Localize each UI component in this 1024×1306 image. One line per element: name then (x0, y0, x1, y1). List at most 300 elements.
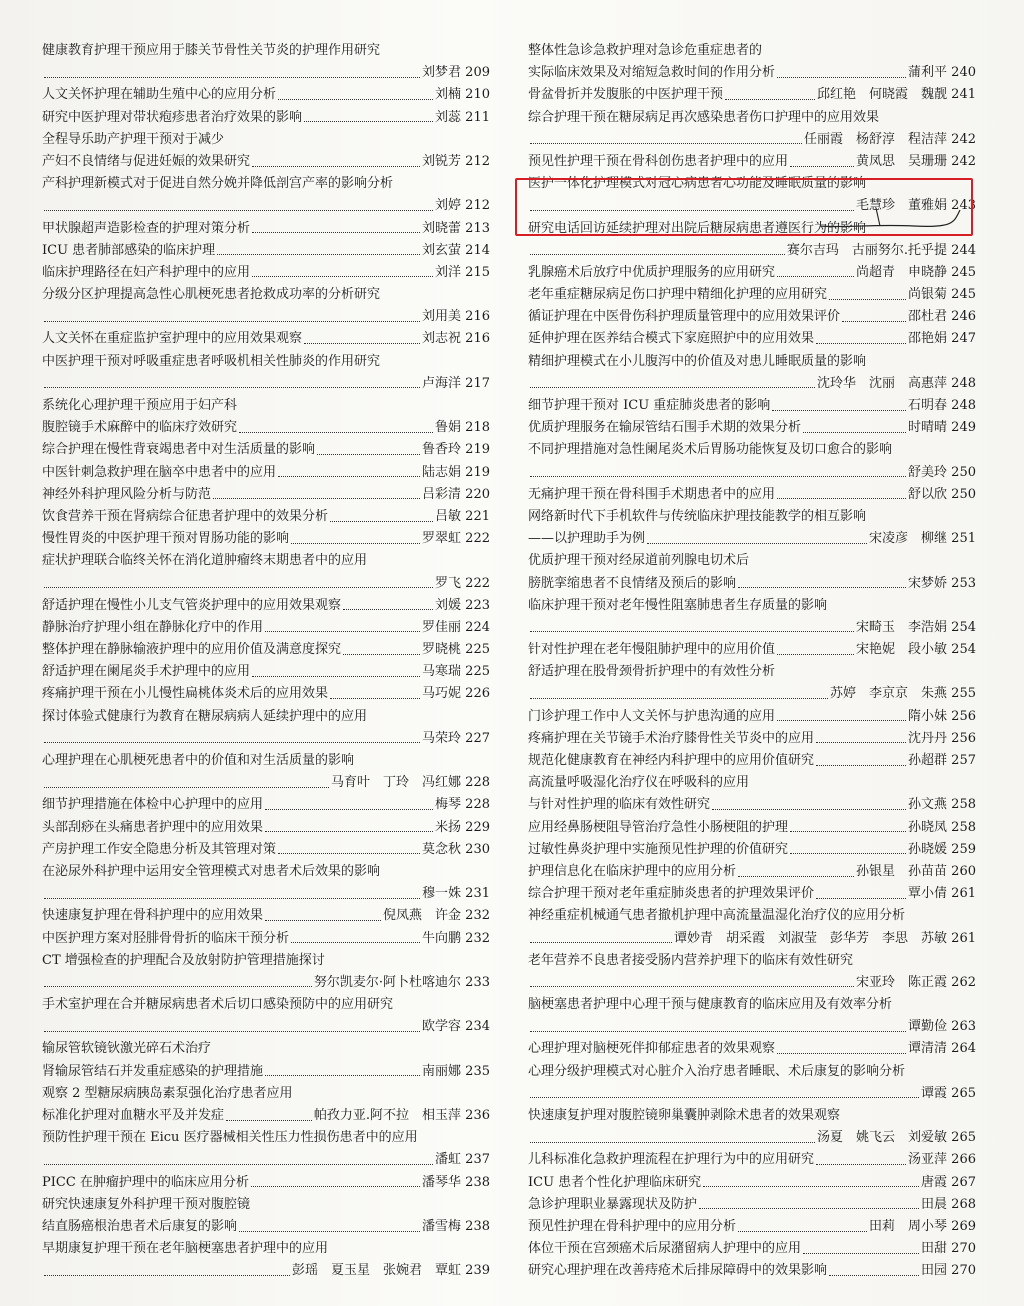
toc-entry-author-page: 赛尔吉玛 古丽努尔.托乎提 244 (786, 242, 976, 258)
toc-entry-author-page: 刘梦君 209 (422, 65, 490, 81)
dot-leader (265, 809, 433, 810)
dot-leader (829, 1275, 919, 1276)
dot-leader (530, 1097, 919, 1098)
dot-leader (343, 654, 420, 655)
toc-entry-line (528, 395, 976, 417)
dot-leader (803, 432, 906, 433)
toc-entry-title: 健康教育护理干预应用于膝关节骨性关节炎的护理作用研究 (42, 43, 381, 58)
toc-entry-line (42, 1149, 490, 1171)
toc-entry-line (42, 1105, 490, 1127)
dot-leader (790, 166, 854, 167)
dot-leader (790, 853, 906, 854)
dot-leader (777, 1053, 906, 1054)
toc-entry-line (528, 1127, 976, 1149)
toc-entry-line (528, 928, 976, 950)
dot-leader (44, 1164, 433, 1165)
toc-entry-line (528, 1260, 976, 1282)
toc-entry-line (528, 617, 976, 639)
toc-entry-line (528, 1061, 976, 1083)
toc-entry-author-page: 唐霞 267 (921, 1174, 976, 1190)
toc-entry-line (42, 1083, 490, 1105)
toc-entry-author-page: 罗飞 222 (435, 575, 490, 591)
toc-entry-title: 研究电话回访延续护理对出院后糖尿病患者遵医行为的影响 (528, 220, 867, 236)
dot-leader (816, 343, 906, 344)
dot-leader (777, 276, 854, 277)
dot-leader (44, 321, 420, 322)
toc-entry-author-page: 尚超青 申晓静 245 (856, 264, 976, 280)
toc-entry-author-page: 莫念秋 230 (422, 841, 490, 857)
dot-leader (213, 498, 420, 499)
dot-leader (252, 232, 420, 233)
dot-leader (772, 410, 906, 411)
dot-leader (317, 454, 420, 455)
dot-leader (44, 986, 312, 987)
toc-entry-title: 结直肠癌根治患者术后康复的影响 (42, 1218, 238, 1234)
toc-entry-title: 儿科标准化急救护理流程在护理行为中的应用研究 (528, 1152, 815, 1168)
toc-entry-line (528, 772, 976, 794)
toc-entry-author-page: 隋小妹 256 (908, 708, 976, 724)
dot-leader (530, 254, 785, 255)
toc-entry-author-page: 罗晓桃 225 (422, 642, 490, 658)
toc-entry-title: 腹腔镜手术麻醉中的临床疗效研究 (42, 420, 238, 436)
toc-entry-title: 早期康复护理干预在老年脑梗塞患者护理中的应用 (42, 1241, 329, 1257)
dot-leader (703, 1186, 919, 1187)
toc-entry-line (528, 129, 976, 151)
toc-entry-line (528, 861, 976, 883)
toc-entry-title: 舒适护理在阑尾炎手术护理中的应用 (42, 664, 251, 680)
toc-entry-author-page: 尚银菊 245 (908, 287, 976, 303)
toc-entry-title: 乳腺癌术后放疗中优质护理服务的应用研究 (528, 264, 776, 280)
dot-leader (291, 942, 420, 943)
dot-leader (265, 631, 420, 632)
toc-entry-line (42, 994, 490, 1016)
toc-entry-author-page: 谭清清 264 (908, 1041, 976, 1057)
toc-entry-title: 甲状腺超声造影检查的护理对策分析 (42, 220, 251, 236)
dot-leader (265, 831, 433, 832)
toc-entry-line (528, 750, 976, 772)
toc-entry-line (42, 1238, 490, 1260)
toc-entry-line (528, 573, 976, 595)
toc-entry-author-page: 牛向鹏 232 (422, 930, 490, 946)
dot-leader (44, 898, 420, 899)
toc-entry-title: 头部刮痧在头痛患者护理中的应用效果 (42, 819, 264, 835)
toc-entry-author-page: 石明春 248 (908, 398, 976, 413)
toc-entry-line (528, 683, 976, 705)
toc-entry-author-page: 马巧妮 226 (422, 686, 490, 702)
toc-entry-line (42, 928, 490, 950)
toc-entry-line (42, 839, 490, 861)
dot-leader (647, 543, 867, 544)
toc-entry-title: 预见性护理在骨科护理中的应用分析 (528, 1218, 737, 1234)
dot-leader (44, 587, 433, 588)
dot-leader (530, 387, 815, 388)
dot-leader (265, 920, 381, 921)
toc-entry-title: 系统化心理护理干预应用于妇产科 (42, 398, 238, 413)
dot-leader (304, 343, 420, 344)
toc-entry-author-page: 刘婷 212 (435, 198, 490, 214)
toc-entry-title: 护理信息化在临床护理中的应用分析 (528, 863, 737, 879)
toc-entry-title: 中医护理干预对呼吸重症患者呼吸机相关性肺炎的作用研究 (42, 353, 381, 369)
toc-entry-title: 优质护理服务在输尿管结石围手术期的效果分析 (528, 420, 802, 436)
toc-entry-line (42, 62, 490, 84)
toc-entry-title: 规范化健康教育在神经内科护理中的应用价值研究 (528, 753, 815, 768)
toc-entry-title: 分级分区护理提高急性心肌梗死患者抢救成功率的分析研究 (42, 287, 381, 303)
toc-entry-author-page: 覃小倩 261 (908, 886, 976, 902)
toc-entry-title: ICU 患者肺部感染的临床护理 (42, 242, 216, 258)
dot-leader (530, 942, 672, 943)
toc-entry-line (528, 706, 976, 728)
toc-entry-author-page: 倪凤燕 许金 232 (383, 908, 490, 924)
toc-entry-line (528, 639, 976, 661)
toc-entry-line (528, 1038, 976, 1060)
toc-entry-title: 无痛护理干预在骨科围手术期患者中的应用 (528, 486, 776, 502)
toc-entry-title: 饮食营养干预在肾病综合征患者护理中的效果分析 (42, 508, 329, 524)
toc-entry-author-page: 马育叶 丁玲 冯红娜 228 (331, 775, 490, 791)
toc-entry-author-page: 米扬 229 (435, 819, 490, 835)
dot-leader (738, 587, 906, 588)
toc-entry-title: 神经重症机械通气患者撤机护理中高流量温湿化治疗仪的应用分析 (528, 908, 906, 924)
toc-entry-author-page: 孙晓凤 258 (908, 819, 976, 835)
toc-entry-line (42, 595, 490, 617)
toc-entry-author-page: 刘媛 223 (435, 597, 490, 613)
toc-entry-line (528, 40, 976, 62)
toc-entry-title: 慢性胃炎的中医护理干预对胃肠功能的影响 (42, 531, 290, 547)
toc-entry-title: 精细护理模式在小儿腹泻中的价值及对患儿睡眠质量的影响 (528, 353, 867, 369)
toc-entry-line (528, 1194, 976, 1216)
dot-leader (44, 1275, 290, 1276)
toc-entry-line (42, 550, 490, 572)
toc-entry-title: 实际临床效果及对缩短急救时间的作用分析 (528, 65, 776, 81)
toc-entry-title: 综合护理干预在糖尿病足再次感染患者伤口护理中的应用效果 (528, 109, 880, 125)
toc-entry-author-page: 舒美玲 250 (908, 464, 976, 480)
toc-entry-title: 不同护理措施对急性阑尾炎术后胃肠功能恢复及切口愈合的影响 (528, 442, 893, 458)
toc-entry-author-page: 宋亚玲 陈正霞 262 (856, 974, 976, 990)
dot-leader (44, 387, 420, 388)
toc-entry-line (528, 439, 976, 461)
toc-entry-title: 延伸护理在医养结合模式下家庭照护中的应用效果 (528, 331, 815, 347)
toc-entry-author-page: 卢海洋 217 (422, 375, 490, 391)
toc-entry-line (42, 1260, 490, 1282)
toc-entry-title: PICC 在肿瘤护理中的临床应用分析 (42, 1174, 249, 1190)
toc-entry-title: 研究快速康复外科护理干预对腹腔镜 (42, 1196, 251, 1212)
dot-leader (530, 1031, 906, 1032)
toc-entry-author-page: 南丽娜 235 (422, 1063, 490, 1079)
dot-leader (265, 1075, 420, 1076)
toc-entry-author-page: 邵杜君 246 (908, 309, 976, 325)
toc-entry-line (42, 195, 490, 217)
toc-entry-line (42, 240, 490, 262)
toc-entry-line (42, 484, 490, 506)
toc-entry-title: 整体护理在静脉输液护理中的应用价值及满意度探究 (42, 642, 342, 658)
dot-leader (44, 742, 420, 743)
toc-entry-line (42, 617, 490, 639)
toc-entry-line (42, 284, 490, 306)
toc-entry-line (528, 462, 976, 484)
dot-leader (44, 77, 420, 78)
toc-entry-line (528, 1083, 976, 1105)
toc-entry-author-page: 欧学容 234 (422, 1019, 490, 1035)
toc-entry-line (528, 151, 976, 173)
toc-entry-author-page: 田莉 周小琴 269 (869, 1218, 976, 1234)
dot-leader (816, 1164, 906, 1165)
toc-entry-title: 综合护理在慢性背衰竭患者中对生活质量的影响 (42, 442, 316, 458)
toc-entry-title: 老年重症糖尿病足伤口护理中精细化护理的应用研究 (528, 287, 828, 303)
dot-leader (252, 676, 420, 677)
toc-entry-title: 探讨体验式健康行为教育在糖尿病病人延续护理中的应用 (42, 708, 368, 724)
toc-entry-author-page: 刘锐芳 212 (422, 153, 490, 169)
toc-entry-line (42, 1216, 490, 1238)
toc-entry-line (528, 1238, 976, 1260)
toc-entry-title: 心理护理在心肌梗死患者中的价值和对生活质量的影响 (42, 753, 355, 768)
toc-entry-line (528, 417, 976, 439)
toc-entry-author-page: 宋梦娇 253 (908, 575, 976, 591)
dot-leader (252, 166, 420, 167)
toc-entry-line (42, 817, 490, 839)
toc-entry-author-page: 刘用美 216 (422, 309, 490, 325)
toc-entry-line (42, 151, 490, 173)
toc-entry-title: 急诊护理职业暴露现状及防护 (528, 1196, 698, 1212)
toc-entry-author-page: 蒲利平 240 (908, 65, 976, 81)
dot-leader (842, 321, 906, 322)
toc-entry-author-page: 时晴晴 249 (908, 420, 976, 436)
dot-leader (278, 99, 433, 100)
toc-entry-author-page: 鲁香玲 219 (422, 442, 490, 458)
toc-entry-title: 高流量呼吸湿化治疗仪在呼吸科的应用 (528, 775, 750, 791)
toc-entry-line (528, 950, 976, 972)
toc-entry-title: 网络新时代下手机软件与传统临床护理技能教学的相互影响 (528, 508, 867, 524)
toc-entry-author-page: 穆一姝 231 (422, 886, 490, 902)
toc-entry-line (528, 1216, 976, 1238)
dot-leader (343, 609, 433, 610)
toc-entry-title: 在泌尿外科护理中运用安全管理模式对患者术后效果的影响 (42, 863, 381, 879)
toc-entry-line (528, 84, 976, 106)
toc-entry-line (42, 1127, 490, 1149)
toc-entry-author-page: 帕孜力亚.阿不拉 相玉萍 236 (313, 1108, 490, 1123)
toc-entry-title: 临床护理干预对老年慢性阻塞肺患者生存质量的影响 (528, 597, 828, 613)
dot-leader (790, 831, 906, 832)
toc-entry-title: 标准化护理对血糖水平及并发症 (42, 1108, 225, 1123)
dot-leader (44, 1031, 420, 1032)
toc-entry-line (42, 883, 490, 905)
dot-leader (738, 1231, 867, 1232)
toc-entry-title: 人文关怀在重症监护室护理中的应用效果观察 (42, 331, 303, 347)
dot-leader (777, 720, 906, 721)
toc-entry-line (42, 439, 490, 461)
dot-leader (725, 99, 815, 100)
toc-entry-line (528, 306, 976, 328)
toc-entry-author-page: 孙晓媛 259 (908, 841, 976, 857)
toc-entry-line (42, 772, 490, 794)
toc-entry-title: 细节护理措施在体检中心护理中的应用 (42, 797, 264, 813)
toc-entry-title: 细节护理干预对 ICU 重症肺炎患者的影响 (528, 398, 771, 413)
toc-entry-author-page: 罗翠虹 222 (422, 531, 490, 547)
toc-entry-line (42, 573, 490, 595)
toc-entry-title: 过敏性鼻炎护理中实施预见性护理的价值研究 (528, 841, 789, 857)
toc-entry-title: 静脉治疗护理小组在静脉化疗中的作用 (42, 619, 264, 635)
toc-entry-title: 产房护理工作安全隐患分析及其管理对策 (42, 841, 277, 857)
toc-entry-author-page: 毛慧珍 董雅娟 243 (856, 198, 976, 214)
toc-entry-line (528, 506, 976, 528)
toc-entry-title: 输尿管软镜钬激光碎石术治疗 (42, 1041, 212, 1057)
dot-leader (44, 210, 433, 211)
dot-leader (291, 543, 420, 544)
toc-entry-author-page: 刘玄萤 214 (422, 242, 490, 258)
toc-entry-title: 循证护理在中医骨伤科护理质量管理中的应用效果评价 (528, 309, 841, 325)
toc-entry-title: 观察 2 型糖尿病胰岛素泵强化治疗患者应用 (42, 1085, 293, 1101)
toc-entry-line (528, 905, 976, 927)
toc-entry-title: 中医护理方案对胫腓骨骨折的临床干预分析 (42, 930, 290, 946)
toc-entry-author-page: 努尔凯麦尔·阿卜杜喀迪尔 233 (313, 974, 490, 990)
toc-entry-line (42, 861, 490, 883)
toc-entry-author-page: 潘琴华 238 (422, 1174, 490, 1190)
toc-entry-line (42, 107, 490, 129)
dot-leader (530, 631, 854, 632)
toc-entry-line (528, 528, 976, 550)
dot-leader (530, 698, 828, 699)
toc-entry-line (42, 40, 490, 62)
toc-entry-line (42, 905, 490, 927)
toc-entry-title: 门诊护理工作中人文关怀与护患沟通的应用 (528, 708, 776, 724)
toc-entry-title: 体位干预在宫颈癌术后尿潴留病人护理中的应用 (528, 1241, 802, 1257)
toc-entry-line (42, 218, 490, 240)
toc-entry-line (42, 373, 490, 395)
toc-entry-line (528, 1016, 976, 1038)
toc-entry-author-page: 吕彩清 220 (422, 486, 490, 502)
dot-leader (777, 654, 854, 655)
toc-entry-title: ICU 患者个性化护理临床研究 (528, 1174, 702, 1190)
dot-leader (530, 143, 802, 144)
toc-entry-author-page: 谭勤俭 263 (908, 1019, 976, 1035)
toc-entry-title: 手术室护理在合并糖尿病患者术后切口感染预防中的应用研究 (42, 997, 394, 1013)
toc-entry-author-page: 吕敏 221 (435, 508, 490, 524)
toc-entry-line (42, 1194, 490, 1216)
toc-entry-line (528, 373, 976, 395)
toc-entry-title: 与针对性护理的临床有效性研究 (528, 797, 711, 813)
toc-entry-line (528, 1149, 976, 1171)
toc-entry-line (42, 417, 490, 439)
toc-entry-line (528, 62, 976, 84)
toc-entry-title: 预防性护理干预在 Eicu 医疗器械相关性压力性损伤患者中的应用 (42, 1130, 418, 1146)
toc-entry-line (528, 262, 976, 284)
toc-entry-author-page: 刘志祝 216 (422, 331, 490, 347)
toc-entry-line (528, 883, 976, 905)
toc-entry-title: 人文关怀护理在辅助生殖中心的应用分析 (42, 87, 277, 103)
toc-entry-title: 针对性护理在老年慢阻肺护理中的应用价值 (528, 642, 776, 658)
toc-entry-line (528, 661, 976, 683)
dot-leader (530, 986, 854, 987)
toc-entry-author-page: 梅琴 228 (435, 797, 490, 813)
toc-entry-title: 肾输尿管结石并发重症感染的护理措施 (42, 1063, 264, 1079)
red-highlight-box (515, 178, 973, 236)
toc-entry-title: 舒适护理在慢性小儿支气管炎护理中的应用效果观察 (42, 597, 342, 613)
toc-entry-author-page: 田晨 268 (921, 1196, 976, 1212)
toc-entry-author-page: 沈丹丹 256 (908, 730, 976, 746)
toc-entry-line (42, 528, 490, 550)
toc-entry-author-page: 田甜 270 (921, 1241, 976, 1257)
toc-entry-author-page: 鲁娟 218 (435, 420, 490, 436)
dot-leader (777, 77, 906, 78)
toc-entry-author-page: 汤夏 姚飞云 刘爱敏 265 (817, 1130, 976, 1146)
toc-entry-author-page: 刘晓蕾 213 (422, 220, 490, 236)
toc-entry-author-page: 沈玲华 沈丽 高惠萍 248 (817, 375, 976, 391)
toc-entry-title: 全程导乐助产护理干预对于减少 (42, 131, 225, 147)
toc-entry-title: 研究心理护理在改善痔疮术后排尿障碍中的效果影响 (528, 1263, 828, 1279)
dot-leader (777, 498, 906, 499)
toc-entry-author-page: 黄凤思 吴珊珊 242 (856, 153, 976, 169)
toc-entry-title: ——以护理助手为例 (528, 531, 646, 547)
toc-entry-author-page: 汤亚萍 266 (908, 1152, 976, 1168)
toc-entry-line (528, 972, 976, 994)
toc-entry-title: 神经外科护理风险分析与防范 (42, 486, 212, 502)
dot-leader (738, 876, 854, 877)
toc-entry-author-page: 马荣玲 227 (422, 730, 490, 746)
toc-entry-line (528, 994, 976, 1016)
dot-leader (44, 787, 329, 788)
toc-entry-line (528, 351, 976, 373)
toc-entry-line (42, 351, 490, 373)
toc-entry-line (42, 639, 490, 661)
toc-entry-author-page: 刘楠 210 (435, 87, 490, 103)
toc-entry-author-page: 潘雪梅 238 (422, 1218, 490, 1234)
toc-entry-title: 产妇不良情绪与促进妊娠的效果研究 (42, 153, 251, 169)
toc-entry-author-page: 刘蕊 211 (435, 109, 490, 125)
toc-entry-line (42, 129, 490, 151)
toc-entry-author-page: 彭瑶 夏玉星 张婉君 覃虹 239 (292, 1263, 490, 1279)
toc-entry-author-page: 谭妙青 胡采霞 刘淑莹 彭华芳 李思 苏敏 261 (674, 930, 976, 946)
toc-entry-line (528, 284, 976, 306)
dot-leader (330, 521, 433, 522)
toc-entry-line (528, 550, 976, 572)
dot-leader (530, 1142, 815, 1143)
toc-entry-title: 心理护理对脑梗死伴抑郁症患者的效果观察 (528, 1041, 776, 1057)
dot-leader (816, 898, 906, 899)
toc-entry-author-page: 马寒瑞 225 (422, 664, 490, 680)
toc-entry-author-page: 宋畸玉 李浩娟 254 (856, 619, 976, 635)
toc-entry-author-page: 潘虹 237 (435, 1152, 490, 1168)
dot-leader (304, 121, 433, 122)
toc-entry-line (528, 794, 976, 816)
dot-leader (699, 1208, 919, 1209)
toc-entry-author-page: 宋凌彦 柳继 251 (869, 531, 976, 547)
left-column (42, 40, 490, 1283)
dot-leader (816, 765, 906, 766)
dot-leader (252, 276, 433, 277)
toc-entry-line (42, 794, 490, 816)
dot-leader (278, 476, 420, 477)
dot-leader (278, 853, 420, 854)
toc-entry-title: 舒适护理在股骨颈骨折护理中的有效性分析 (528, 664, 776, 680)
toc-entry-author-page: 宋艳妮 段小敏 254 (856, 642, 976, 658)
toc-entry-title: 产科护理新模式对于促进自然分娩并降低剖宫产率的影响分析 (42, 176, 394, 192)
toc-entry-title: 疼痛护理干预在小儿慢性扁桃体炎术后的应用效果 (42, 686, 329, 702)
dot-leader (217, 254, 420, 255)
toc-entry-title: 中医针刺急救护理在脑卒中患者中的应用 (42, 464, 277, 480)
toc-entry-line (528, 839, 976, 861)
toc-entry-title: 快速康复护理在骨科护理中的应用效果 (42, 908, 264, 924)
toc-entry-title: 研究中医护理对带状疱疹患者治疗效果的影响 (42, 109, 303, 125)
toc-entry-line (42, 706, 490, 728)
toc-entry-line (528, 728, 976, 750)
toc-entry-title: 优质护理干预对经尿道前列腺电切术后 (528, 553, 750, 569)
toc-entry-line (42, 1038, 490, 1060)
toc-entry-author-page: 邵艳娟 247 (908, 331, 976, 347)
toc-entry-line (528, 328, 976, 350)
toc-entry-author-page: 邱红艳 何晓霞 魏靓 241 (817, 87, 976, 103)
dot-leader (330, 698, 420, 699)
toc-entry-author-page: 舒以欣 250 (908, 486, 976, 502)
dot-leader (251, 1186, 420, 1187)
toc-entry-title: 骨盆骨折并发腹胀的中医护理干预 (528, 87, 724, 103)
